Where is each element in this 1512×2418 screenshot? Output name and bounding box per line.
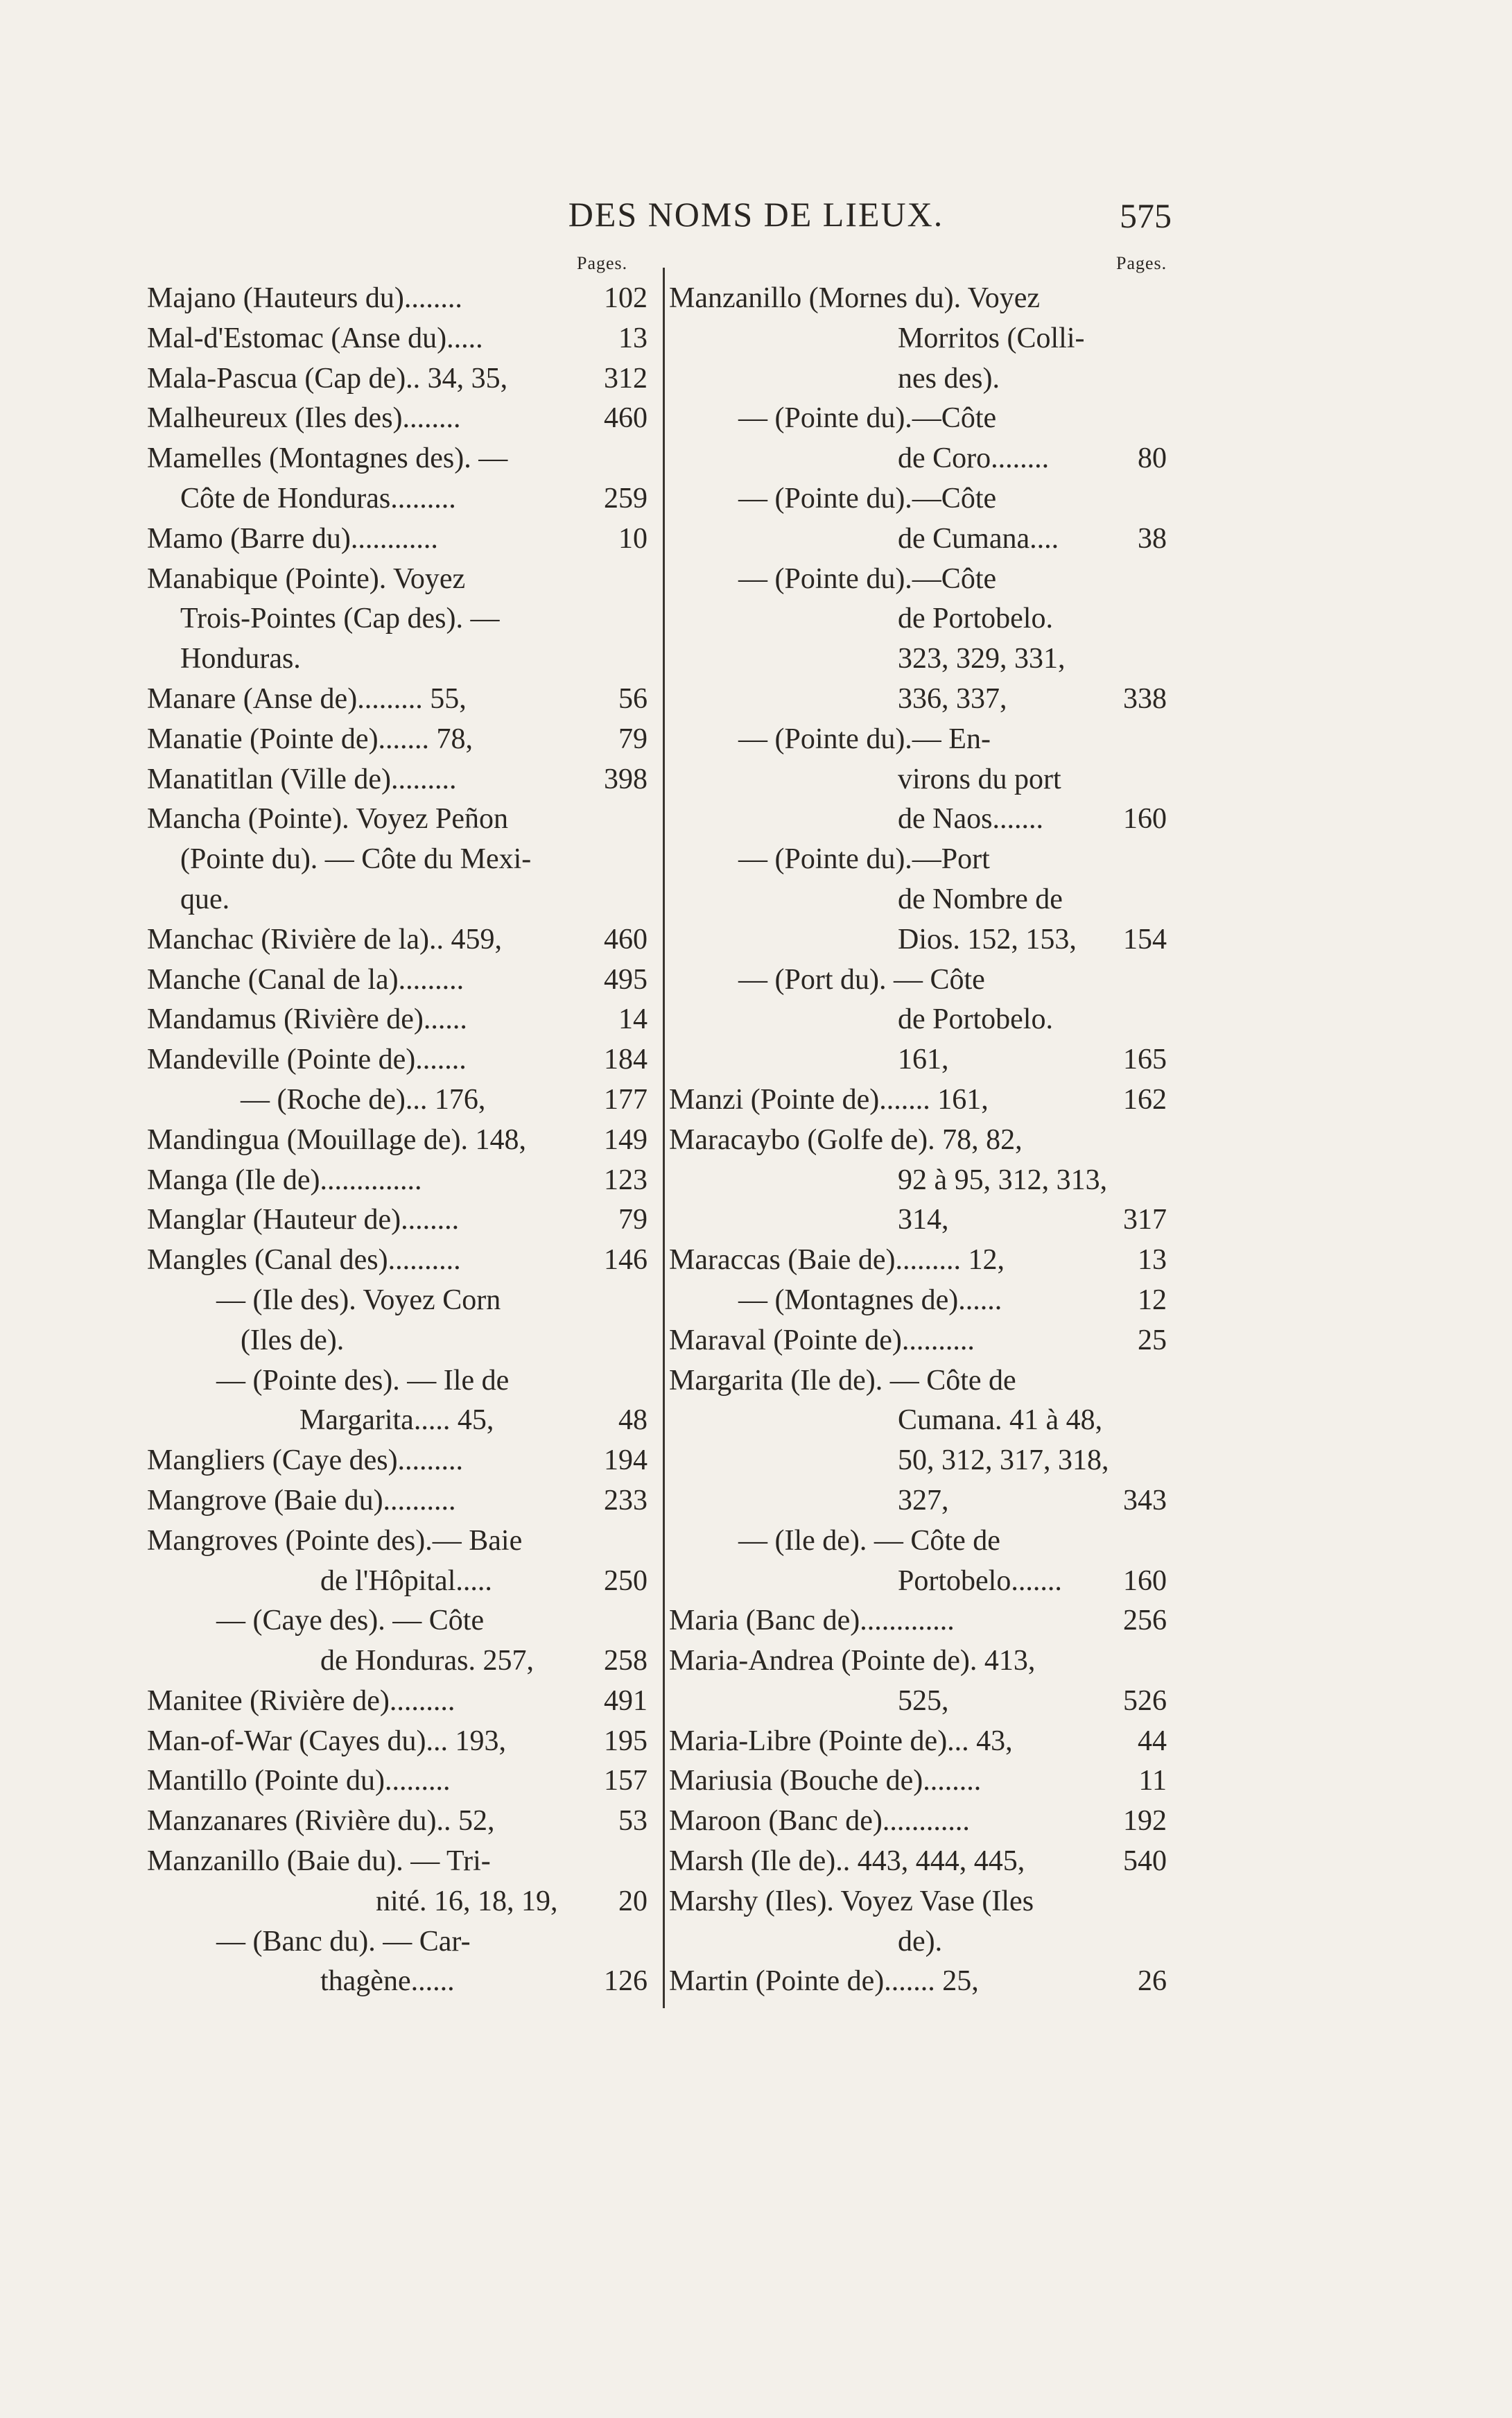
index-entry [669,1200,1167,1241]
entry-page: 259 [604,482,648,515]
entry-text: Honduras. [180,643,301,675]
entry-text: virons du port [898,763,1061,795]
entry-text: Marsh (Ile de).. 443, 444, 445, [669,1845,1025,1878]
entry-page: 312 [604,362,648,395]
entry-page: 460 [604,923,648,956]
index-entry [147,1200,648,1241]
entry-page: 11 [1138,1765,1167,1797]
index-entry [669,840,1167,880]
entry-page: 495 [604,963,648,996]
index-entry [669,1441,1167,1481]
entry-text: Manatie (Pointe de)....... 78, [147,723,473,755]
entry-page: 25 [1138,1324,1167,1356]
index-entry [147,639,648,680]
entry-text: Dios. 152, 153, [898,923,1077,956]
index-entry [147,1401,648,1441]
entry-text: — (Pointe du).—Côte [738,402,997,435]
entry-text: de). [898,1925,943,1958]
index-entry [147,599,648,639]
index-entry [669,880,1167,920]
entry-page: 38 [1138,522,1167,555]
entry-text: 525, [898,1684,949,1717]
index-entry [669,1401,1167,1441]
entry-text: Mangrove (Baie du).......... [147,1484,456,1517]
entry-page: 79 [618,1204,648,1236]
entry-text: de Naos....... [898,803,1043,836]
entry-text: 314, [898,1204,949,1236]
entry-page: 250 [604,1564,648,1597]
entry-text: 92 à 95, 312, 313, [898,1164,1108,1196]
entry-page: 343 [1123,1484,1167,1517]
index-entry [669,1641,1167,1682]
entry-text: Martin (Pointe de)....... 25, [669,1965,979,1998]
entry-page: 338 [1123,682,1167,715]
entry-text: (Pointe du). — Côte du Mexi- [180,843,532,876]
entry-text: — (Caye des). — Côte [216,1605,485,1637]
entry-text: Manzanillo (Baie du). — Tri- [147,1845,491,1878]
entry-text: Mal-d'Estomac (Anse du)..... [147,322,483,354]
pages-label-left: Pages. [577,253,628,273]
index-entry [147,960,648,1001]
index-entry [147,439,648,479]
index-entry [669,1241,1167,1281]
index-entry [147,1321,648,1361]
index-entry [147,1481,648,1521]
entry-text: Mala-Pascua (Cap de).. 34, 35, [147,362,508,395]
entry-text: Mariusia (Bouche de)........ [669,1765,982,1797]
entry-page: 13 [1138,1244,1167,1277]
entry-text: Manitee (Rivière de)......... [147,1684,455,1717]
entry-page: 233 [604,1484,648,1517]
entry-text: Manglar (Hauteur de)........ [147,1204,460,1236]
entry-text: Morritos (Colli- [898,322,1085,354]
entry-page: 157 [604,1765,648,1797]
index-entry [147,840,648,880]
entry-text: Manatitlan (Ville de)......... [147,763,457,795]
entry-text: Margarita..... 45, [299,1404,494,1437]
entry-page: 460 [604,402,648,435]
index-entry [147,1641,648,1682]
index-entry [147,760,648,800]
index-entry [669,439,1167,479]
entry-page: 258 [604,1645,648,1677]
entry-page: 12 [1138,1284,1167,1316]
entry-text: nes des). [898,362,1000,395]
entry-text: — (Banc du). — Car- [216,1925,471,1958]
index-entry [147,399,648,439]
entry-text: Manche (Canal de la)......... [147,963,464,996]
entry-page: 10 [618,522,648,555]
entry-text: Maria-Libre (Pointe de)... 43, [669,1725,1013,1757]
entry-text: de Portobelo. [898,603,1053,635]
index-entry [669,1682,1167,1722]
entry-text: 50, 312, 317, 318, [898,1444,1109,1477]
entry-text: Mantillo (Pointe du)......... [147,1765,451,1797]
entry-page: 165 [1123,1044,1167,1076]
index-entry [147,279,648,319]
entry-page: 149 [604,1123,648,1156]
index-entry [669,720,1167,760]
index-entry [147,319,648,359]
entry-page: 146 [604,1244,648,1277]
index-entry [147,1842,648,1882]
index-entry [669,1922,1167,1962]
entry-page: 154 [1123,923,1167,956]
entry-text: — (Pointe du).—Port [738,843,990,876]
index-entry [669,1080,1167,1121]
index-entry [147,519,648,560]
entry-page: 526 [1123,1684,1167,1717]
index-entry [669,800,1167,840]
entry-text: thagène...... [320,1965,455,1998]
entry-text: Manzanillo (Mornes du). Voyez [669,282,1041,314]
entry-text: nité. 16, 18, 19, [376,1885,558,1917]
index-entry [669,960,1167,1001]
entry-page: 26 [1138,1965,1167,1998]
index-column-right [669,279,1167,2012]
entry-page: 540 [1123,1845,1167,1878]
entry-text: — (Ile de). — Côte de [738,1524,1000,1557]
entry-text: Mancha (Pointe). Voyez Peñon [147,803,509,836]
entry-text: Manga (Ile de).............. [147,1164,422,1196]
entry-page: 102 [604,282,648,314]
page-number: 575 [1120,196,1172,235]
entry-text: de Cumana.... [898,522,1059,555]
entry-page: 123 [604,1164,648,1196]
entry-text: (Iles de). [241,1324,345,1356]
entry-text: Manzanares (Rivière du).. 52, [147,1805,495,1838]
entry-page: 80 [1138,442,1167,475]
entry-text: 323, 329, 331, [898,643,1066,675]
entry-page: 192 [1123,1805,1167,1838]
index-entry [669,1481,1167,1521]
index-entry [147,1441,648,1481]
entry-text: Mamelles (Montagnes des). — [147,442,508,475]
index-entry [669,319,1167,359]
entry-page: 160 [1123,803,1167,836]
entry-page: 162 [1123,1083,1167,1116]
entry-page: 194 [604,1444,648,1477]
index-entry [147,1521,648,1562]
entry-text: Mandamus (Rivière de)...... [147,1003,467,1036]
index-entry [147,1882,648,1922]
index-entry [669,1962,1167,2002]
index-entry [147,479,648,519]
entry-text: Mangliers (Caye des)......... [147,1444,464,1477]
entry-text: Mangles (Canal des).......... [147,1244,461,1277]
index-entry [147,720,648,760]
entry-text: — (Pointe du).—Côte [738,482,997,515]
entry-text: — (Pointe du).—Côte [738,562,997,595]
entry-page: 256 [1123,1605,1167,1637]
entry-text: — (Roche de)... 176, [241,1083,486,1116]
entry-text: — (Pointe des). — Ile de [216,1364,510,1397]
entry-page: 20 [618,1885,648,1917]
index-entry [147,1241,648,1281]
index-entry [669,1562,1167,1602]
index-entry [669,1761,1167,1802]
entry-text: Malheureux (Iles des)........ [147,402,461,435]
entry-text: Maroon (Banc de)............ [669,1805,970,1838]
index-entry [147,1962,648,2002]
entry-text: Maracaybo (Golfe de). 78, 82, [669,1123,1023,1156]
index-entry [669,399,1167,439]
entry-text: Manare (Anse de)......... 55, [147,682,467,715]
entry-text: Mangroves (Pointe des).— Baie [147,1524,523,1557]
index-entry [669,1802,1167,1842]
index-entry [147,359,648,399]
pages-label-right: Pages. [1116,253,1167,273]
index-entry [669,1361,1167,1401]
entry-page: 317 [1123,1204,1167,1236]
index-entry [669,680,1167,720]
index-entry [669,560,1167,600]
entry-text: Man-of-War (Cayes du)... 193, [147,1725,506,1757]
entry-text: — (Pointe du).— En- [738,723,991,755]
entry-page: 184 [604,1044,648,1076]
index-entry [147,1000,648,1040]
index-entry [669,519,1167,560]
index-entry [147,1722,648,1762]
index-entry [147,1040,648,1080]
entry-text: 327, [898,1484,949,1517]
entry-page: 398 [604,763,648,795]
index-entry [147,1562,648,1602]
index-entry [669,1521,1167,1562]
index-entry [147,1161,648,1201]
index-entry [669,479,1167,519]
entry-text: Mandeville (Pointe de)....... [147,1044,467,1076]
entry-text: 336, 337, [898,682,1007,715]
index-entry [669,1161,1167,1201]
entry-text: Manabique (Pointe). Voyez [147,562,466,595]
entry-text: Mandingua (Mouillage de). 148, [147,1123,527,1156]
entry-text: Manzi (Pointe de)....... 161, [669,1083,989,1116]
index-entry [147,1922,648,1962]
entry-page: 14 [618,1003,648,1036]
index-entry [147,1761,648,1802]
entry-text: de Honduras. 257, [320,1645,534,1677]
entry-text: Cumana. 41 à 48, [898,1404,1103,1437]
entry-text: Manchac (Rivière de la).. 459, [147,923,502,956]
entry-text: de Coro........ [898,442,1050,475]
column-divider [663,268,665,2008]
index-entry [147,1080,648,1121]
entry-page: 44 [1138,1725,1167,1757]
index-entry [147,1601,648,1641]
index-entry [669,359,1167,399]
index-column-left [147,279,648,2012]
entry-page: 177 [604,1083,648,1116]
index-entry [147,920,648,960]
entry-text: Marshy (Iles). Voyez Vase (Iles [669,1885,1034,1917]
entry-text: Trois-Pointes (Cap des). — [180,603,500,635]
entry-page: 56 [618,682,648,715]
entry-text: que. [180,883,230,915]
entry-text: — (Montagnes de)...... [738,1284,1002,1316]
index-entry [147,880,648,920]
index-entry [669,1722,1167,1762]
entry-text: Margarita (Ile de). — Côte de [669,1364,1016,1397]
index-entry [147,800,648,840]
index-entry [147,560,648,600]
entry-text: de Nombre de [898,883,1063,915]
index-entry [669,920,1167,960]
entry-page: 491 [604,1684,648,1717]
entry-text: de Portobelo. [898,1003,1053,1036]
entry-page: 126 [604,1965,648,1998]
entry-text: 161, [898,1044,949,1076]
entry-text: — (Ile des). Voyez Corn [216,1284,501,1316]
index-entry [669,599,1167,639]
entry-text: Maria-Andrea (Pointe de). 413, [669,1645,1036,1677]
running-title: DES NOMS DE LIEUX. [568,195,944,234]
entry-text: Maria (Banc de)............. [669,1605,955,1637]
entry-page: 13 [618,322,648,354]
index-entry [669,1321,1167,1361]
entry-text: Majano (Hauteurs du)........ [147,282,462,314]
entry-page: 53 [618,1805,648,1838]
index-entry [669,1000,1167,1040]
entry-text: Maraccas (Baie de)......... 12, [669,1244,1005,1277]
entry-text: Mamo (Barre du)............ [147,522,438,555]
entry-text: de l'Hôpital..... [320,1564,492,1597]
index-entry [147,1121,648,1161]
index-entry [669,1040,1167,1080]
index-entry [147,1802,648,1842]
entry-text: Maraval (Pointe de).......... [669,1324,975,1356]
entry-text: Portobelo....... [898,1564,1062,1597]
entry-text: — (Port du). — Côte [738,963,985,996]
index-entry [147,680,648,720]
index-entry [669,1842,1167,1882]
index-entry [147,1361,648,1401]
index-entry [669,760,1167,800]
entry-page: 79 [618,723,648,755]
entry-page: 195 [604,1725,648,1757]
index-entry [147,1281,648,1321]
index-entry [669,1601,1167,1641]
entry-page: 48 [618,1404,648,1437]
entry-page: 160 [1123,1564,1167,1597]
index-entry [669,639,1167,680]
index-entry [147,1682,648,1722]
index-entry [669,279,1167,319]
index-entry [669,1281,1167,1321]
entry-text: Côte de Honduras......... [180,482,456,515]
index-entry [669,1882,1167,1922]
index-entry [669,1121,1167,1161]
